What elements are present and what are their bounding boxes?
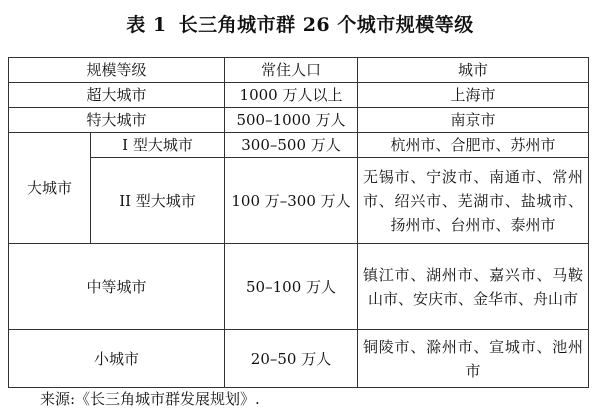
table-row xyxy=(9,108,589,133)
source-note: 来源:《长三角城市群发展规划》. xyxy=(40,390,260,408)
group-cell: 大城市 xyxy=(9,133,91,244)
cities-cell: 铜陵市、滁州市、宣城市、池州市 xyxy=(358,330,589,388)
population-cell: 1000 万人以上 xyxy=(225,83,358,108)
header-cities: 城市 xyxy=(358,58,589,83)
cities-cell: 南京市 xyxy=(358,108,589,133)
population-cell: 20–50 万人 xyxy=(225,330,358,388)
population-cell: 50–100 万人 xyxy=(225,244,358,330)
population-cell: 500–1000 万人 xyxy=(225,108,358,133)
header-population: 常住人口 xyxy=(225,58,358,83)
table-row xyxy=(9,158,589,244)
level-cell: 超大城市 xyxy=(9,83,225,108)
population-cell: 300–500 万人 xyxy=(225,133,358,158)
table-title xyxy=(0,10,600,37)
table-caption: 长三角城市群 26 个城市规模等级 xyxy=(178,14,474,36)
level-cell: I 型大城市 xyxy=(91,133,225,158)
header-level: 规模等级 xyxy=(9,58,225,83)
level-cell: 小城市 xyxy=(9,330,225,388)
population-cell: 100 万–300 万人 xyxy=(225,158,358,244)
city-scale-table xyxy=(8,57,589,388)
cities-cell: 上海市 xyxy=(358,83,589,108)
table-row xyxy=(9,133,589,158)
level-cell: II 型大城市 xyxy=(91,158,225,244)
level-cell: 特大城市 xyxy=(9,108,225,133)
table-row xyxy=(9,330,589,388)
table-row xyxy=(9,83,589,108)
cities-cell: 无锡市、宁波市、南通市、常州市、绍兴市、芜湖市、盐城市、扬州市、台州市、泰州市 xyxy=(358,158,589,244)
table-number: 表 1 xyxy=(126,14,167,36)
header-row xyxy=(9,58,589,83)
level-cell: 中等城市 xyxy=(9,244,225,330)
cities-cell: 镇江市、湖州市、嘉兴市、马鞍山市、安庆市、金华市、舟山市 xyxy=(358,244,589,330)
cities-cell: 杭州市、合肥市、苏州市 xyxy=(358,133,589,158)
table-row xyxy=(9,244,589,330)
